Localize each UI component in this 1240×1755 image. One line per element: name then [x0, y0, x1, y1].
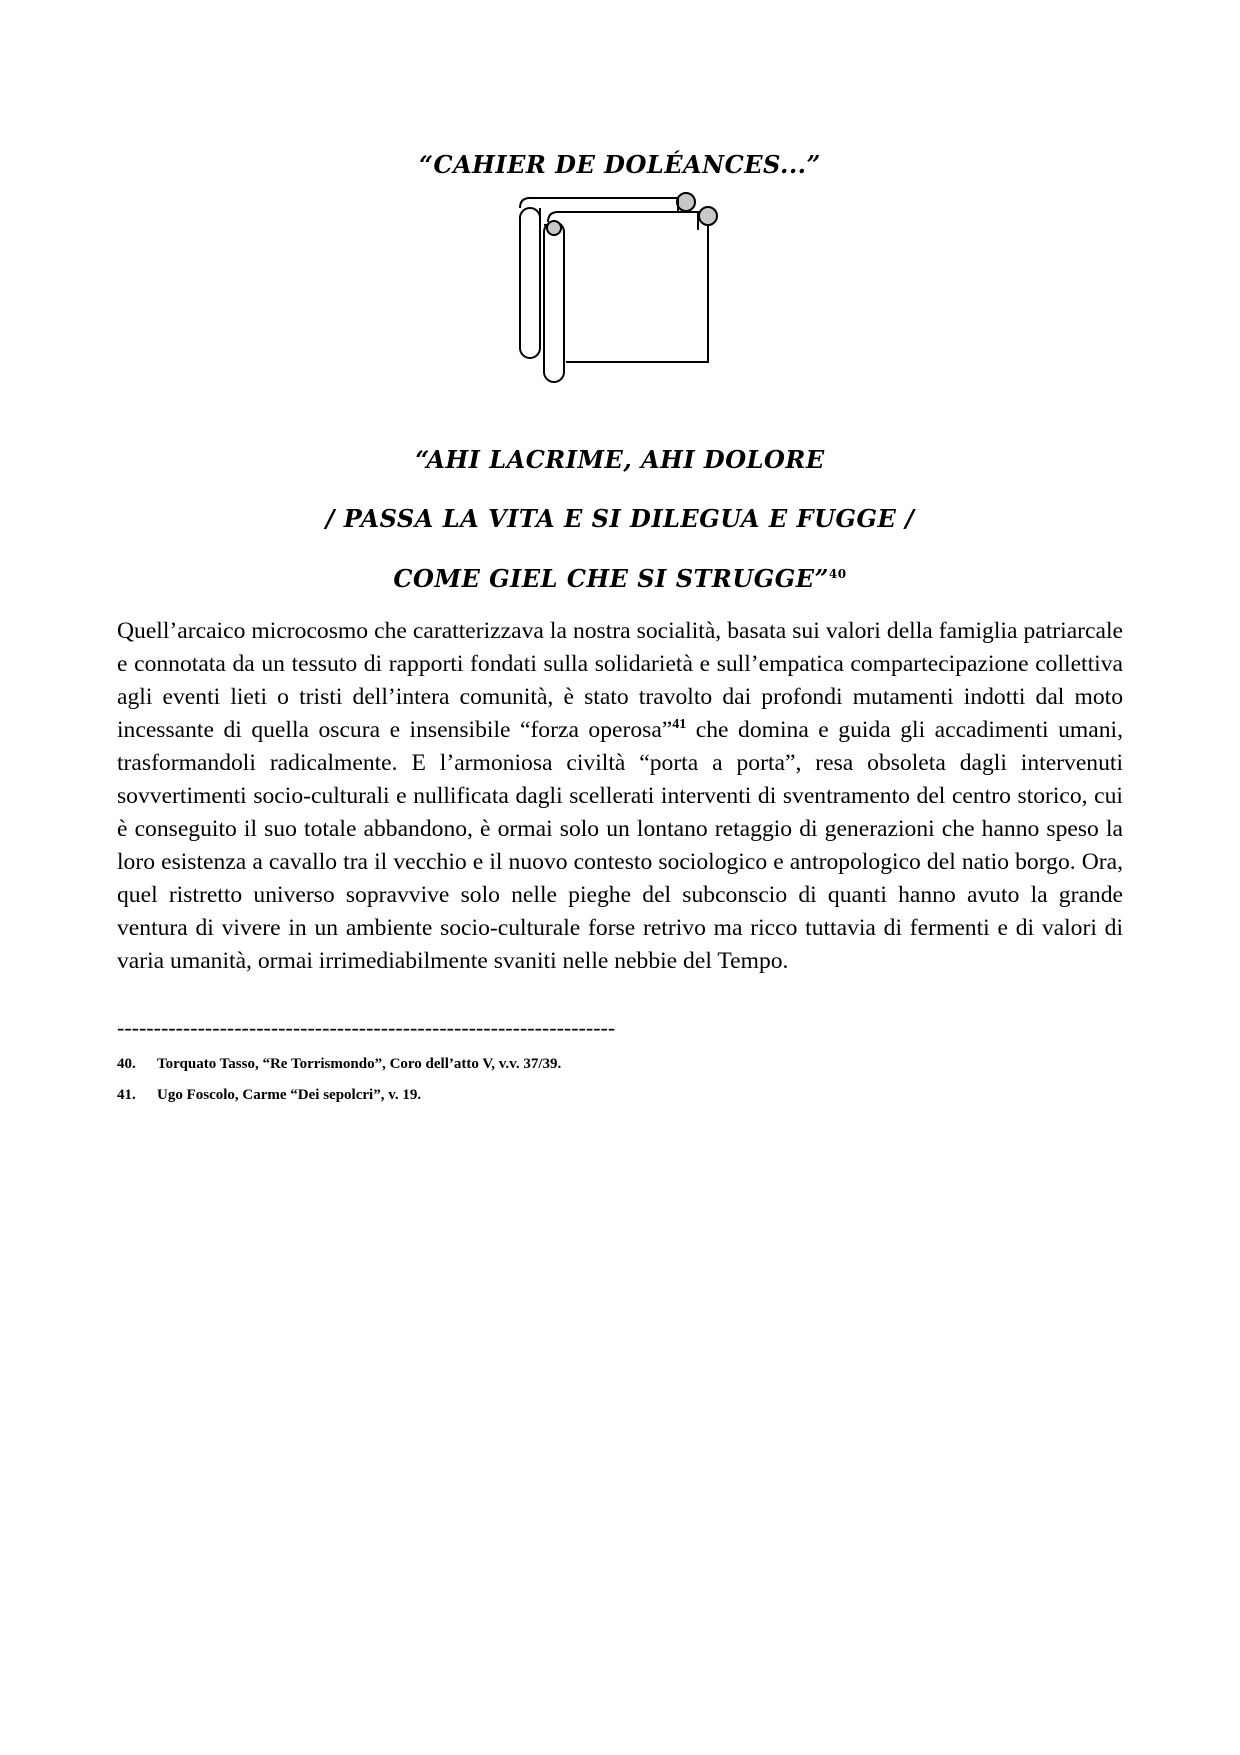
footnote-number: 40. — [117, 1056, 136, 1072]
footnote-ref-41: 41 — [672, 717, 687, 733]
quote-line-3-text: COME GIEL CHE SI STRUGGE” — [393, 564, 829, 593]
footnote-text: Torquato Tasso, “Re Torrismondo”, Coro dell’atto V, v.v. 37/39. — [157, 1056, 562, 1072]
scroll-icon — [508, 190, 728, 390]
footnote-41 — [117, 1085, 1017, 1105]
page-title: “CAHIER DE DOLÉANCES...” — [419, 150, 821, 179]
quote-line-1: “AHI LACRIME, AHI DOLORE — [415, 445, 825, 474]
body-text-part-2: che domina e guida gli accadimenti umani, trasformandoli radicalmente. E l’armoniosa civiltà “porta a porta”, resa obsoleta dagli intervenuti sovvertimenti socio-culturali e nullificata dagli scellerati interventi di sventramento del centro storico, cui è conseguito il suo totale abbandono, è ormai solo un lontano retaggio di generazioni che hanno speso la loro esistenza a cavallo tra il vecchio e il nuovo contesto sociologico e antropologico del natio borgo. Ora, quel ristretto universo sopravvive solo nelle pieghe del subconscio di quanti hanno avuto la grande ventura di vivere in un ambiente socio-culturale forse retrivo ma ricco tuttavia di fermenti e di valori di varia umanità, ormai irrimediabilmente svaniti nelle nebbie del Tempo. — [117, 717, 1123, 974]
quote-line-2: / PASSA LA VITA E SI DILEGUA E FUGGE / — [325, 504, 915, 533]
footnote-ref-40: 40 — [828, 567, 847, 581]
body-text-part-1: Quell’arcaico microcosmo che caratterizzava la nostra socialità, basata sui valori della famiglia patriarcale e connotata da un tessuto di rapporti fondati sulla solidarietà e sull’empatica compartecipazione collettiva agli eventi lieti o tristi dell’intera comunità, è stato travolto dai profondi mutamenti indotti dal moto incessante di quella oscura e insensibile “forza operosa” — [117, 618, 1123, 743]
footnote-40 — [117, 1054, 1017, 1074]
quote-line-3 — [0, 564, 1240, 593]
footnote-text: Ugo Foscolo, Carme “Dei sepolcri”, v. 19. — [157, 1087, 422, 1103]
footnote-number: 41. — [117, 1087, 136, 1103]
footnote-separator: -------------------------------------------------------------------- — [117, 1015, 616, 1040]
body-paragraph — [117, 615, 1123, 978]
